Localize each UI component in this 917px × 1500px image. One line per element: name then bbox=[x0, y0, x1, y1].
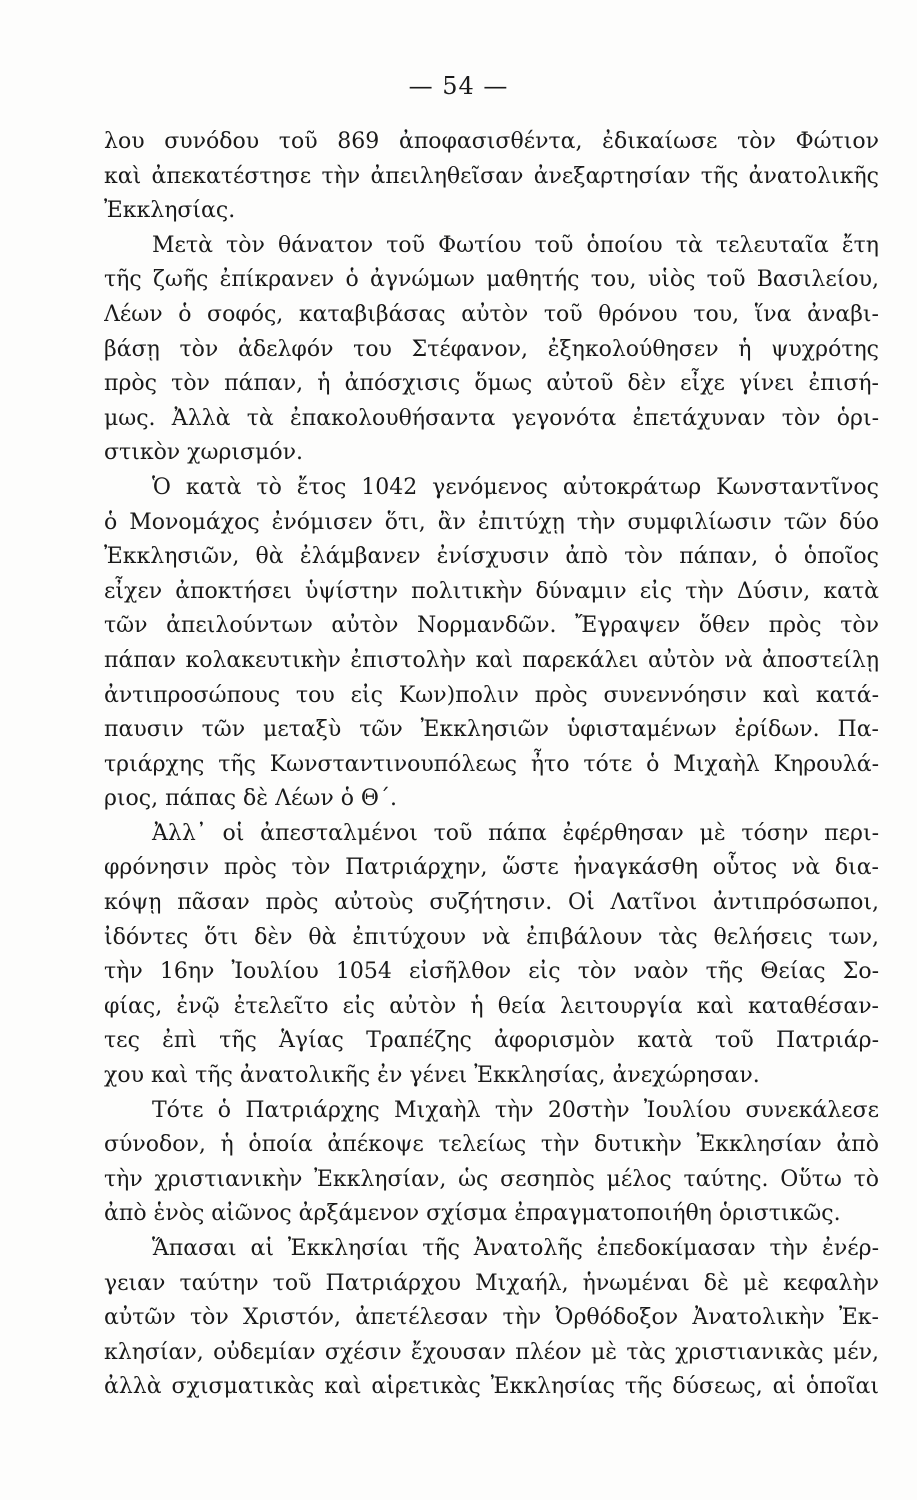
text-line: Λέων ὁ σοφός, καταβιβάσας αὐτὸν τοῦ θρόνου του, ἵνα ἀναβι- bbox=[104, 301, 879, 327]
paragraph-3 bbox=[104, 471, 879, 817]
text-line: σύνοδον, ἡ ὁποία ἀπέκοψε τελείως τὴν δυτικὴν Ἐκκλησίαν ἀπὸ bbox=[104, 1132, 879, 1158]
paragraph-6 bbox=[104, 1232, 879, 1405]
paragraph-4 bbox=[104, 817, 879, 1094]
text-line: ριος, πάπας δὲ Λέων ὁ Θ΄. bbox=[104, 786, 397, 812]
text-line: τριάρχης τῆς Κωνσταντινουπόλεως ἦτο τότε ὁ Μιχαὴλ Κηρουλά- bbox=[104, 751, 879, 777]
text-line: χου καὶ τῆς ἀνατολικῆς ἐν γένει Ἐκκλησίας, ἀνεχώρησαν. bbox=[104, 1063, 760, 1089]
text-line: Ἐκκλησίας. bbox=[104, 198, 236, 224]
body-text bbox=[104, 125, 879, 1405]
text-line: μως. Ἀλλὰ τὰ ἐπακολουθήσαντα γεγονότα ἐπετάχυναν τὸν ὁρι- bbox=[104, 405, 879, 431]
text-line: εἶχεν ἀποκτήσει ὑψίστην πολιτικὴν δύναμιν εἰς τὴν Δύσιν, κατὰ bbox=[104, 578, 879, 604]
text-line: ἰδόντες ὅτι δὲν θὰ ἐπιτύχουν νὰ ἐπιβάλουν τὰς θελήσεις των, bbox=[104, 924, 879, 950]
text-line: ἀλλὰ σχισματικὰς καὶ αἱρετικὰς Ἐκκλησίας τῆς δύσεως, αἱ ὁποῖαι bbox=[104, 1374, 879, 1400]
paragraph-1 bbox=[104, 125, 879, 229]
text-line: ὁ Μονομάχος ἐνόμισεν ὅτι, ἂν ἐπιτύχῃ τὴν συμφιλίωσιν τῶν δύο bbox=[104, 509, 879, 535]
text-line: γειαν ταύτην τοῦ Πατριάρχου Μιχαήλ, ἡνωμέναι δὲ μὲ κεφαλὴν bbox=[104, 1270, 879, 1296]
paragraph-5 bbox=[104, 1094, 879, 1232]
text-line: Ἅπασαι αἱ Ἐκκλησίαι τῆς Ἀνατολῆς ἐπεδοκίμασαν τὴν ἐνέρ- bbox=[152, 1236, 879, 1261]
text-line: φρόνησιν πρὸς τὸν Πατριάρχην, ὥστε ἠναγκάσθη οὗτος νὰ δια- bbox=[104, 855, 879, 881]
text-line: Ἐκκλησιῶν, θὰ ἐλάμβανεν ἐνίσχυσιν ἀπὸ τὸν πάπαν, ὁ ὁποῖος bbox=[104, 544, 879, 570]
text-line: Μετὰ τὸν θάνατον τοῦ Φωτίου τοῦ ὁποίου τὰ τελευταῖα ἔτη bbox=[152, 232, 879, 258]
text-line: πρὸς τὸν πάπαν, ἡ ἀπόσχισις ὅμως αὐτοῦ δὲν εἶχε γίνει ἐπισή- bbox=[104, 371, 879, 397]
text-line: κόψῃ πᾶσαν πρὸς αὐτοὺς συζήτησιν. Οἱ Λατῖνοι ἀντιπρόσωποι, bbox=[104, 890, 879, 916]
text-line: παυσιν τῶν μεταξὺ τῶν Ἐκκλησιῶν ὑφισταμένων ἐρίδων. Πα- bbox=[104, 717, 879, 743]
text-line: τὴν χριστιανικὴν Ἐκκλησίαν, ὡς σεσηπὸς μέλος ταύτης. Οὕτω τὸ bbox=[104, 1166, 879, 1192]
text-line: λου συνόδου τοῦ 869 ἀποφασισθέντα, ἐδικαίωσε τὸν Φώτιον bbox=[104, 129, 879, 154]
text-line: ἀντιπροσώπους του εἰς Κων)πολιν πρὸς συνεννόησιν καὶ κατά- bbox=[104, 682, 879, 708]
text-line: στικὸν χωρισμόν. bbox=[104, 440, 303, 466]
text-line: Ὁ κατὰ τὸ ἔτος 1042 γενόμενος αὐτοκράτωρ Κωνσταντῖνος bbox=[152, 474, 879, 500]
paragraph-2 bbox=[104, 229, 879, 471]
text-line: φίας, ἐνῷ ἐτελεῖτο εἰς αὐτὸν ἡ θεία λειτουργία καὶ καταθέσαν- bbox=[104, 993, 879, 1019]
text-line: καὶ ἀπεκατέστησε τὴν ἀπειληθεῖσαν ἀνεξαρτησίαν τῆς ἀνατολικῆς bbox=[104, 163, 879, 189]
text-line: ἀπὸ ἑνὸς αἰῶνος ἀρξάμενον σχίσμα ἐπραγματοποιήθη ὁριστικῶς. bbox=[104, 1201, 841, 1227]
text-line: Ἀλλ᾽ οἱ ἀπεσταλμένοι τοῦ πάπα ἐφέρθησαν μὲ τόσην περι- bbox=[152, 820, 879, 846]
text-line: κλησίαν, οὐδεμίαν σχέσιν ἔχουσαν πλέον μὲ τὰς χριστιανικὰς μέν, bbox=[104, 1339, 879, 1365]
text-line: τῶν ἀπειλούντων αὐτὸν Νορμανδῶν. Ἔγραψεν ὅθεν πρὸς τὸν bbox=[104, 613, 879, 639]
text-line: βάσῃ τὸν ἀδελφόν του Στέφανον, ἐξηκολούθησεν ἡ ψυχρότης bbox=[104, 336, 879, 362]
text-line: τῆς ζωῆς ἐπίκρανεν ὁ ἀγνώμων μαθητής του, υἱὸς τοῦ Βασιλείου, bbox=[104, 267, 879, 293]
page-number: — 54 — bbox=[408, 72, 509, 100]
text-line: τες ἐπὶ τῆς Ἁγίας Τραπέζης ἀφορισμὸν κατὰ τοῦ Πατριάρ- bbox=[104, 1028, 879, 1054]
text-line: αὐτῶν τὸν Χριστόν, ἀπετέλεσαν τὴν Ὀρθόδοξον Ἀνατολικὴν Ἐκ- bbox=[104, 1305, 879, 1331]
text-line: Τότε ὁ Πατριάρχης Μιχαὴλ τὴν 20στὴν Ἰουλίου συνεκάλεσε bbox=[152, 1097, 879, 1123]
text-line: τὴν 16ην Ἰουλίου 1054 εἰσῆλθον εἰς τὸν ναὸν τῆς Θείας Σο- bbox=[104, 959, 879, 985]
text-line: πάπαν κολακευτικὴν ἐπιστολὴν καὶ παρεκάλει αὐτὸν νὰ ἀποστείλῃ bbox=[104, 647, 879, 673]
